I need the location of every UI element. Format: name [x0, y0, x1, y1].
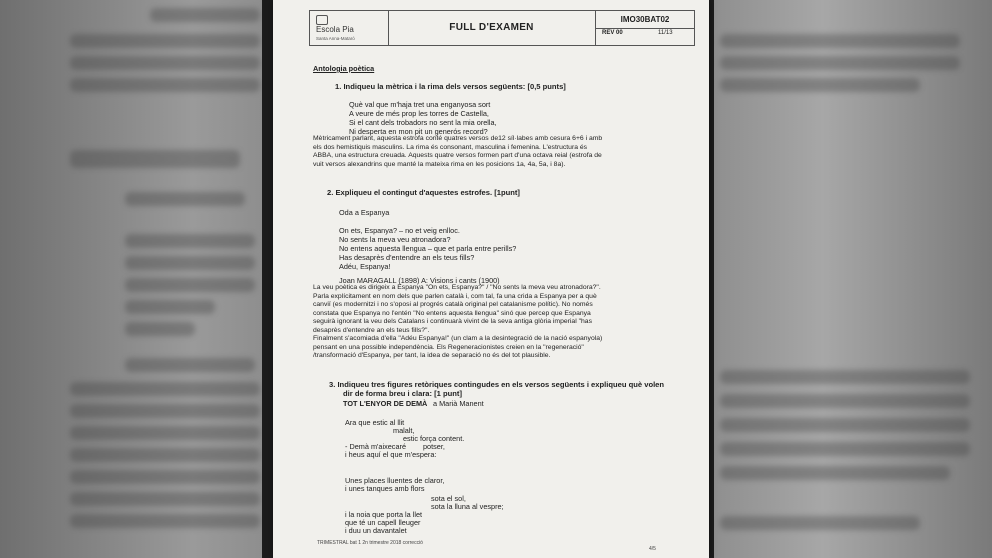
blurred-background-right — [710, 0, 992, 558]
blurred-background-left — [0, 0, 275, 558]
q3-poem-title: TOT L'ENYOR DE DEMÀ — [343, 399, 428, 408]
q3-verse: i duu un davantalet — [345, 526, 407, 535]
revision-date: 11/13 — [658, 30, 673, 36]
q1-verse: Ni desperta en mon pit un generós record? — [349, 127, 488, 136]
q3-verse: sota la lluna al vespre; — [431, 502, 504, 511]
question-2: 2. Expliqueu el contingut d'aquestes estrofes. [1punt] — [327, 188, 520, 197]
q2-source: Joan MARAGALL (1898) A: Visions i cants (1900) — [339, 276, 500, 285]
school-subtitle: Santa Anna-Mataró — [316, 36, 355, 41]
q1-verse: Què val que m'haja tret una enganyosa sort — [349, 100, 491, 109]
exam-sheet — [273, 0, 709, 558]
q1-verse: A veure de més prop les torres de Castella, — [349, 109, 489, 118]
q1-verse: Si el cant dels trobadors no sent la mia orella, — [349, 118, 497, 127]
q2-answer-line: constata que Espanya no l'entén "No entens aquesta llengua" sinó que percep que Espanya — [313, 309, 591, 317]
question-1: 1. Indiqueu la mètrica i la rima dels versos següents: [0,5 punts] — [335, 82, 566, 91]
q3-verse: - Demà m'aixecaré — [345, 442, 407, 451]
q3-verse: estic força content. — [403, 434, 465, 443]
q2-answer-line: /transformació d'Espanya, per tant, la idea de separació no és del tot plausible. — [313, 352, 551, 359]
q1-answer-line: ABBA, una estructura creuada. Aquests quatre versos formen part d'una octava reial (estrofa de — [313, 152, 602, 159]
q2-verse: On ets, Espanya? – no et veig enlloc. — [339, 226, 460, 235]
q2-poem-title: Oda a Espanya — [339, 208, 390, 217]
q3-verse: malalt, — [393, 426, 415, 435]
q2-answer-line: seguirà ignorant la veu dels Catalans i continuarà vivint de la seva antiga glòria imperial "has — [313, 318, 592, 325]
section-title: Antologia poètica — [313, 64, 375, 73]
q2-answer-line: La veu poètica es dirigeix a Espanya "On ets, Espanya?" / "No sents la meva veu atronadora?". — [313, 284, 601, 291]
q3-verse: sota el sol, — [431, 494, 466, 503]
q3-verse: que té un capell lleuger — [345, 518, 421, 527]
q2-verse: No sents la meva veu atronadora? — [339, 235, 451, 244]
school-logo — [310, 11, 389, 45]
q3-verse: Unes places lluentes de claror, — [345, 476, 445, 485]
q2-verse: No entens aquesta llengua – que et parla entre perills? — [339, 244, 517, 253]
q3-verse: i unes tanques amb flors — [345, 484, 425, 493]
q2-answer-line: Finalment s'acomiada d'ella "Adéu Espanya!" (un clam a la desintegració de la nació espanyola) — [313, 335, 603, 342]
q2-answer-line: pensant en una possible independència. Els Regeneracionistes creien en la "regeneració" — [313, 343, 584, 351]
exam-title: FULL D'EXAMEN — [388, 11, 596, 45]
page-number: 4/5 — [649, 546, 656, 552]
q2-verse: Adéu, Espanya! — [339, 262, 391, 271]
question-3-line-1: 3. Indiqueu tres figures retòriques contingudes en els versos següents i expliqueu què volen — [329, 380, 665, 389]
q3-verse: Ara que estic al llit — [345, 418, 405, 427]
q2-verse: Has desaprès d'entendre an els teus fills? — [339, 253, 475, 262]
revision: REV 00 — [602, 30, 623, 36]
q3-dedication: a Marià Manent — [433, 399, 484, 408]
exam-code: IMO30BAT02 — [596, 11, 694, 29]
q2-answer-line: desaprès d'entendre an els teus fills?". — [313, 326, 430, 334]
footer-left: TRIMESTRAL bat 1 2n trimestre 2018 correcció — [317, 540, 423, 546]
school-name: Escola Pia — [316, 25, 354, 34]
q1-answer-line: vuit versos alexandrins que manté la mateixa rima en les posicions 1a, 4a, 5a, i 8a). — [313, 160, 566, 168]
q3-verse: i heus aquí el que m'espera: — [345, 450, 437, 459]
q2-answer-line: canviï (es modernitzi i no s'oposi al progrés català original pel catalanisme polític). No només — [313, 301, 593, 308]
q2-answer-line: Parla explícitament en nom dels que parlen català i, com tal, fa una crida a Espanya per a què — [313, 292, 597, 300]
q1-answer-line: Mètricament parlant, aquesta estrofa conté quatres versos de12 síl·labes amb cesura 6+6 i amb — [313, 135, 603, 142]
school-mark-icon — [316, 15, 328, 25]
q1-answer-line: els dos hemistiquis masculins. La rima és consonant, masculina i femenina. L'estructura és — [313, 143, 588, 151]
question-3-line-2: dir de forma breu i clara: [1 punt] — [343, 389, 462, 398]
exam-header — [309, 10, 695, 46]
q3-verse: potser, — [423, 442, 445, 451]
q3-verse: i la noia que porta la llet — [345, 510, 423, 519]
